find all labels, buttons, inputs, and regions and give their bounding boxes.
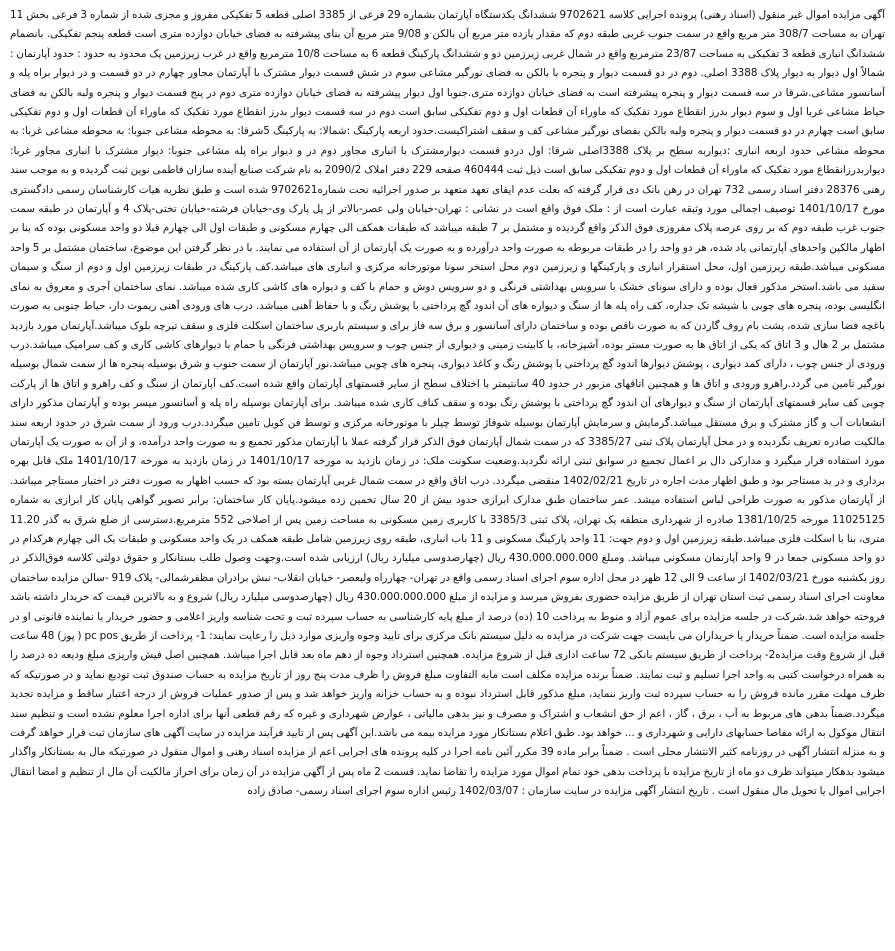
auction-notice-text: آگهی مزایده اموال غیر منقول (اسناد رهنی) پرونده اجرایی کلاسه 9702621 ششدانگ یکدستگاه آپارتمان بشماره 29 فرعی از 3385 اصلی قطعه 5 تفکیکی مفروز و مجزی شده از شماره 3 فرعی بخش 11 تهران به مساحت 308/7 متر مربع واقع در سمت جنوب غربی طبقه دوم که مقدار یازده متر مربع آن بالکن و 9/08 متر مربع آن بنای پیشرفته به فضای خیابان دوازده متری است قطعه پنجم تفکیکی. بانضمام ششدانگ انباری قطعه 3 تفکیکی به مساحت 23/87 مترمربع واقع در شمال غربی زیرزمین دو و ششدانگ پارکینگ قطعه 6 به مساحت 10/8 مترمربع واقع در غرب زیرزمین یک محدود به حدود : حدود آپارتمان : شمالاً اول دیوار به دیوار پلاک 3388 اصلی. دوم در دو قسمت دیوار و پنجره با بالکن به فضای نورگیر مشاعی سوم در شش قسمت دیوار مشترک با آپارتمان مجاور چهارم در دو قسمت و در دیوار براه پله و آسانسور مشاعی.شرقا در سه قسمت دیوار و پنجره پیشرفته است به فضای خیابان دوازده متری.جنوبا اول دیوار پیشرفته به فضای خیابان دوازده متری دوم در پنج قسمت دیوار و پنجره ولبه بالکن به فضای حیاط مشاعی غربا اول و سوم دیوار بدرز انقطاع مورد تفکیک که ماوراء آن قطعات اول و دوم تفکیکی سابق است دوم در سه قسمت دیوار بدرز انقطاع مورد تفکیک که ماوراء آن قطعات اول و دوم تفکیکی سابق است چهارم در دو قسمت دیوار و پنجره ولبه بالکن بفضای نورگیر مشاعی کف و سقف اشتراکیست.حدود اربعه پارکینگ :شمالا: به پارکینگ 5شرقا: به محوطه مشاعی جنوبا: به محوطه مشاعی غربا: به محوطه مشاعی حدود اربعه انباری :دیواربه سطح بر پلاک 3388اصلی شرقا: اول دردو قسمت دیوارمشترک با انباری مجاور دوم در و دیوار براه پله مشاعی جنوبا: دیوار مشترک با انباری مجاور غربا: دیواربدرزانقطاع مورد تفکیک که ماوراء آن قطعات اول و دوم تفکیکی سابق است ذیل ثبت 460444 صفحه 229 دفتر املاک 2090/2 به نام شرکت صنایع آینده سازان فاطمی نوین ثبت گردیده و به موجب سند رهنی 28376 دفتر اسناد رسمی 732 تهران در رهن بانک دی قرار گرفته که بعلت عدم ایفای تعهد متعهد بر صدور اجرائیه تحت شماره9702621 شده است و طبق نظریه هیات کارشناسان رسمی دادگستری مورخ 1401/10/17 توصیف اجمالی مورد وثیقه عبارت است از : ملک فوق واقع است در نشانی : تهران-خیابان ولی عصر-بالاتر از پل پارک وی-خیابان فرشته-خیابان تختی-پلاک 4 و آپارتمان در طبقه سمت جنوب غرب طبقه دوم که بر روی عرصه پلاک مفروزی فوق الذکر واقع گردیده و مشتمل بر 7 طبقه میباشد که طبقات همکف الی چهارم مسکونی و طبقات اول الی چهارم قبلا دو واحد مسکونی بوده که بنا بر اظهار مالکین واحدهای آپارتمانی یاد شده، هر دو واحد را در طبقات مربوطه به صورت واحد درآورده و به صورت یک آپارتمان از آن استفاده می نمایند. با در نظر گرفتن این موضوع، ساختمان مشتمل بر 5 واحد مسکونی میباشد.طبقه زیرزمین اول، محل استقرار انباری و پارکینگها و زیرزمین دوم محل استخر سونا موتورخانه مرکزی و انباری های میباشد.کف پارکینگ در طبقات زیرزمین اول و دوم از سنگ و سیمان سفید می باشد.استخر مذکور فعال بوده و دارای سونای خشک با سرویس بهداشتی فرنگی و دو سرویس دوش و حمام با کف و دیواره های کاشی کاری شده میباشد. نمای ساختمان آجری و معروق به نمای انگلیسی بوده، پنجره های چوبی با شیشه تک جداره، کف راه پله ها از سنگ و دیواره های آن اندود گچ پرداختی با پوشش رنگ و با حفاظ آهنی میباشد. درب های ورودی آهنی ریموت دار، حیاط جنوبی به صورت باغچه فضا سازی شده، پشت بام روف گاردن که به صورت ناقص بوده و ساختمان دارای آسانسور و برق سه فاز برای و سیستم باربری ساختمان اسکلت فلزی و سقف تیرچه بلوک میباشد.آپارتمان مورد بازدید مشتمل بر 2 هال و 3 اتاق که یکی از اتاق ها به صورت مستر بوده، آشپزخانه، با کابینت زمینی و دیواری از جنس چوب و سرویس بهداشتی فرنگی با حمام با دیوارهای کاشی کاری و کف سرامیک میباشد.درب ورودی از جنس چوب ، دارای کمد دیواری ، پوشش دیوارها اندود گچ پرداختی با پوشش رنگ و کاغذ دیواری، پنجره های چوبی میباشد.نور آپارتمان از سمت جنوب و شرق بوسیله پنجره ها از سمت شمال بوسیله نورگیر تامین می گردد.راهرو ورودی و اتاق ها و همچنین اتاقهای مزبور در حدود 40 سانتیمتر با اختلاف سطح از سایر قسمتهای آپارتمان واقع شده است.کف آپارتمان از سنگ و کف راهرو و اتاق ها از پارکت چوبی کف سایر قسمتهای آپارتمان از سنگ و دیوارهای آن اندود گچ پرداختی با پوشش رنگ بوده و سقف کناف کاری شده میباشد. برای آپارتمان بوسیله راه پله و آسانسور میسر بوده و آپارتمان مذکور دارای انشعابات آب و گاز مشترک و برق مستقل میباشد.گرمایش و سرمایش آپارتمان بوسیله شوفاژ توسط چیلر با موتورخانه مرکزی و توسط فن کویل تامین میگردد.درب ورود از سمت شرق در حدود اربعه سند مالکیت صادره تعریف نگردیده و در محل آپارتمان پلاک ثبتی 3385/27 که در سمت شمال آپارتمان فوق الذکر قرار گرفته عملا با آپارتمان مذکور تجمیع و به صورت واحد درآمده، و از آن به صورت یک آپارتمان مورد استفاده قرار میگیرد و مدارکی دال بر اعمال تجمیع در سوابق ثبتی ارائه نگردید.وضعیت سکونت ملک: در زمان بازدید به مورخه 1401/10/17 در زمان بازدید به مورخه 1401/10/17 ملک قابل بهره برداری و در ید مستاجر بود و طبق اظهار مدت اجاره در تاریخ 1402/02/21 منقضی میگردد. درب اتاق واقع در سمت شمال غربی آپارتمان بسته بود که حسب اظهار به صورت دفتر در اختیار مستاجر میباشد. از آپارتمان مذکور به صورت طراحی لباس استفاده میشد. عمر ساختمان طبق مدارک ابرازی حدود بیش از 20 سال تخمین زده میشود.پایان کار ساختمان: برابر تصویر گواهی پایان کار ابرازی به شماره 11025125 مورخه 1381/10/25 صادره از شهرداری منطقه یک تهران، پلاک ثبتی 3385/3 با کاربری زمین مسکونی به مساحت زمین پس از اصلاحی 552 مترمربع.دسترسی از ضلع شرق به گذر 11.20 متری، بنا با اسکلت فلزی میباشد.طبقه زیرزمین اول و دوم جهت: 11 واحد پارکینگ مسکونی و 11 باب انباری، طبقه روی زیرزمین شامل طبقه همکف در یک واحد مسکونی و طبقات یک الی چهارم هرکدام در دو واحد مسکونی جمعا در 9 واحد آپارتمان مسکونی میباشد. ومبلغ 430.000.000.000 ریال (چهارصدوسی میلیارد ریال) ارزیابی شده است.وجهت وصول طلب بستانکار و حقوق دولتی کلاسه فوق‌الذکر در روز یکشنبه مورخ 1402/03/21 از ساعت 9 الی 12 ظهر در محل اداره سوم اجرای اسناد رسمی واقع در تهران- چهارراه ولیعصر- خیابان انقلاب- نبش برادران مظفرشمالی- پلاک 919 -سالن مزایده ساختمان معاونت اجرای اسناد رسمی ثبت استان تهران از طریق مزایده حضوری بفروش میرسد و مزایده از مبلغ 430.000.000.000 ریال (چهارصدوسی میلیارد ریال) شروع و به بالاترین قیمت که خریدار داشته باشد فروخته خواهد شد.شرکت در جلسه مزایده برای عموم آزاد و منوط به پرداخت 10 (ده) درصد از مبلغ پایه کارشناسی به حساب سپرده ثبت و تحت شناسه واریز اعلامی و حضور خریدار یا نماینده قانونی او در جلسه مزایده است. ضمناً خریدار یا خریداران می بایست جهت شرکت در مزایده به دلیل سیستم بانک مرکزی برای تایید وجوه واریزی موارد ذیل را رعایت نمایند: 1- پرداخت از طریق pc pos ( پوز) 48 ساعت قبل از شروع وقت مزایده2- پرداخت از طریق سیستم بانکی 72 ساعت اداری قبل از شروع مزایده. همچنین استرداد وجوه از دهم ماه بعد قابل اجرا میباشد. همچنین اصل فیش واریزی مبلغ ودیعه ده درصد را به همراه درخواست کتبی به واحد اجرا تسلیم و ثبت نمایند. ضمناً برنده مزایده مکلف است مابه التفاوت مبلغ فروش را ظرف مدت پنج روز از تاریخ مزایده به حساب صندوق ثبت تودیع نماید و در صورتیکه که ظرف مهلت مقرر مانده فروش را به حساب سپرده ثبت واریز ننماید، مبلغ مذکور قابل استرداد نبوده و به حساب خزانه واریز خواهد شد و پس از صدور عملیات فروش از درجه اعتبار ساقط و مزایده تجدید میگردد.ضمناً بدهی های مربوط به آب ، برق ، گاز ، اعم از حق انشعاب و اشتراک و مصرف و نیز بدهی مالیاتی ، عوارض شهرداری و غیره که رقم قطعی آنها برای اداره اجرا معلوم نشده است و تنظیم سند انتقال موکول به ارائه مفاصا حسابهای دارایی و شهرداری و ... خواهد بود. طبق اعلام بستانکار مورد مزایده بیمه می باشد.این آگهی پس از تایید فرآیند مزایده در سایت آگهی های سازمان ثبت قرار خواهد گرفت و به منزله انتشار آگهی در روزنامه کثیر الانتشار محلی است . ضمناً برابر ماده 39 مکرر آئین نامه اجرا در کلیه پرونده های اجرایی اعم از مزایده اسناد رهنی و اموال منقول در صورتیکه مال به بستانکار واگذار میشود بدهکار میتواند ظرف دو ماه از تاریخ مزایده با پرداخت بدهی خود تمام اموال مورد مزایده را تقاضا نماید. قسمت 2 ماه پس از آگهی مزایده در آن زمان برای احراز مالکیت آن مال از تنظیم و امضا انتقال اجرایی اموال یا تحویل مال منقول است . تاریخ انتشار آگهی مزایده در سایت سازمان : 1402/03/07 رئیس اداره سوم اجرای اسناد رسمی- صادق زاده — [10, 9, 886, 798]
